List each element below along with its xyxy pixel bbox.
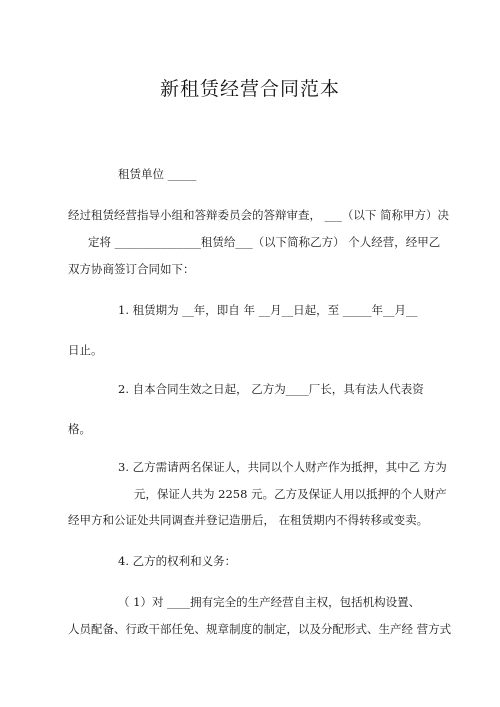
paragraph-line: 定将 _______________租赁给___（以下简称乙方） 个人经营，经甲乙: [88, 235, 441, 249]
paragraph-line: 经过租赁经营指导小组和答辩委员会的答辩审查， ___（以下 简称甲方）决: [68, 208, 450, 222]
paragraph-line: 格。: [68, 422, 91, 436]
numbered-clause-line: 1. 租赁期为 __年，即自 年 __月__日起，至 _____年__月__: [118, 303, 418, 317]
paragraph-line: 租赁单位 _____: [118, 167, 197, 181]
paragraph-line: 双方协商签订合同如下：: [68, 262, 195, 276]
paragraph-line: 日止。: [68, 343, 103, 357]
document-title: 新租赁经营合同范本: [159, 78, 340, 100]
paragraph-line: 人员配备、行政干部任免、规章制度的制定，以及分配形式、生产经 营方式: [68, 622, 452, 636]
numbered-clause-line: 2. 自本合同生效之日起， 乙方为____厂长，具有法人代表资: [118, 382, 424, 396]
paragraph-line: 元，保证人共为 2258 元。乙方及保证人用以抵押的个人财产: [134, 487, 447, 501]
numbered-clause-line: 3. 乙方需请两名保证人，共同以个人财产作为抵押，其中乙 方为: [118, 460, 447, 474]
sub-clause-line: （ 1）对 ____拥有完全的生产经营自主权，包括机构设置、: [118, 595, 421, 609]
paragraph-line: 经甲方和公证处共同调查并登记造册后， 在租赁期内不得转移或变卖。: [68, 513, 429, 527]
numbered-clause-line: 4. 乙方的权利和义务：: [118, 554, 237, 568]
